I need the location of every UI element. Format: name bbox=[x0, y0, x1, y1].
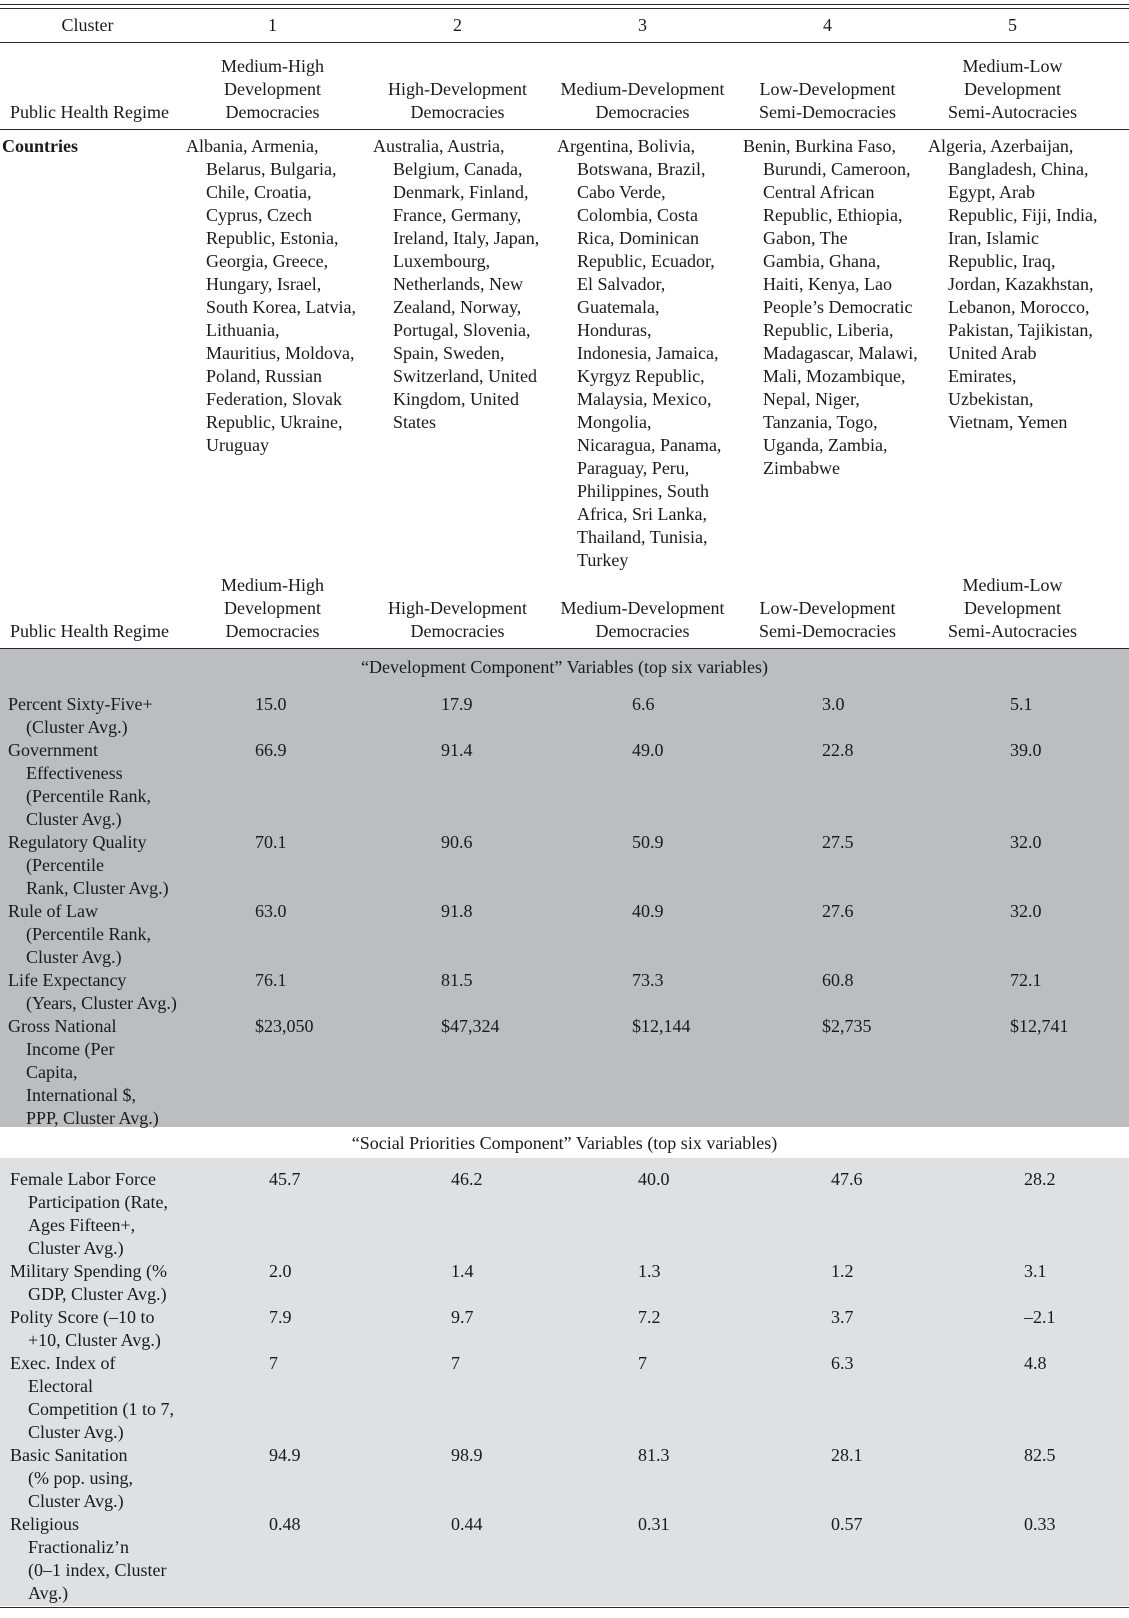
social-value-cluster-4: 1.2 bbox=[831, 1261, 854, 1281]
development-value-cluster-2: 91.8 bbox=[441, 901, 473, 921]
development-value-cluster-2: 17.9 bbox=[441, 694, 473, 714]
country-line-cluster-1: Mauritius, Moldova, bbox=[206, 343, 355, 363]
country-line-cluster-1: Cyprus, Czech bbox=[206, 205, 312, 225]
development-value-cluster-4: 60.8 bbox=[822, 970, 854, 990]
country-line-cluster-4: Burundi, Cameroon, bbox=[763, 159, 911, 179]
development-row-label: (Percentile Rank, bbox=[26, 924, 151, 944]
regime-bottom-cluster-5-line: Development bbox=[964, 598, 1061, 618]
development-row-label: Life Expectancy bbox=[8, 970, 127, 990]
country-line-cluster-2: States bbox=[393, 412, 436, 432]
country-line-cluster-2: Australia, Austria, bbox=[373, 136, 505, 156]
country-line-cluster-1: Albania, Armenia, bbox=[186, 136, 319, 156]
social-value-cluster-5: 0.33 bbox=[1024, 1514, 1056, 1534]
country-line-cluster-4: Haiti, Kenya, Lao bbox=[763, 274, 892, 294]
country-line-cluster-4: Madagascar, Malawi, bbox=[763, 343, 918, 363]
country-line-cluster-5: Emirates, bbox=[948, 366, 1017, 386]
social-row-label: +10, Cluster Avg.) bbox=[28, 1330, 161, 1350]
social-row-label: GDP, Cluster Avg.) bbox=[28, 1284, 167, 1304]
country-line-cluster-4: Gabon, The bbox=[763, 228, 848, 248]
social-value-cluster-2: 9.7 bbox=[451, 1307, 474, 1327]
regime-top-cluster-3-line: Democracies bbox=[595, 102, 690, 122]
social-row-label: (0–1 index, Cluster bbox=[28, 1560, 167, 1580]
social-row-label: Avg.) bbox=[28, 1583, 69, 1603]
regime-top-cluster-4-line: Low-Development bbox=[759, 79, 896, 99]
development-value-cluster-3: 49.0 bbox=[632, 740, 664, 760]
country-line-cluster-3: Honduras, bbox=[577, 320, 652, 340]
social-value-cluster-3: 7 bbox=[638, 1353, 647, 1373]
development-value-cluster-3: 40.9 bbox=[632, 901, 664, 921]
country-line-cluster-3: Rica, Dominican bbox=[577, 228, 699, 248]
development-row-label: Regulatory Quality bbox=[8, 832, 147, 852]
social-row-label: Exec. Index of bbox=[10, 1353, 116, 1373]
social-value-cluster-5: 28.2 bbox=[1024, 1169, 1056, 1189]
country-line-cluster-4: Nepal, Niger, bbox=[763, 389, 860, 409]
country-line-cluster-5: United Arab bbox=[948, 343, 1037, 363]
development-value-cluster-1: 70.1 bbox=[255, 832, 287, 852]
country-line-cluster-1: Hungary, Israel, bbox=[206, 274, 322, 294]
country-line-cluster-5: Pakistan, Tajikistan, bbox=[948, 320, 1093, 340]
regime-top-cluster-2-line: Democracies bbox=[410, 102, 505, 122]
social-value-cluster-3: 40.0 bbox=[638, 1169, 670, 1189]
country-line-cluster-3: Guatemala, bbox=[577, 297, 660, 317]
country-line-cluster-2: Switzerland, United bbox=[393, 366, 537, 386]
country-line-cluster-5: Algeria, Azerbaijan, bbox=[928, 136, 1074, 156]
social-value-cluster-1: 0.48 bbox=[269, 1514, 301, 1534]
social-row-label: Basic Sanitation bbox=[10, 1445, 128, 1465]
development-row-label: (Percentile bbox=[26, 855, 104, 875]
social-value-cluster-4: 28.1 bbox=[831, 1445, 863, 1465]
development-row-label: Percent Sixty-Five+ bbox=[8, 694, 153, 714]
social-row-label: Cluster Avg.) bbox=[28, 1422, 124, 1442]
country-line-cluster-5: Vietnam, Yemen bbox=[948, 412, 1068, 432]
cluster-label: Cluster bbox=[61, 15, 114, 35]
development-value-cluster-3: 6.6 bbox=[632, 694, 655, 714]
development-value-cluster-5: 32.0 bbox=[1010, 901, 1042, 921]
development-value-cluster-1: 15.0 bbox=[255, 694, 287, 714]
social-row-label: Fractionaliz’n bbox=[28, 1537, 129, 1557]
social-row-label: Ages Fifteen+, bbox=[28, 1215, 136, 1235]
development-value-cluster-2: $47,324 bbox=[441, 1016, 500, 1036]
country-line-cluster-3: Thailand, Tunisia, bbox=[577, 527, 708, 547]
social-value-cluster-5: 3.1 bbox=[1024, 1261, 1047, 1281]
country-line-cluster-2: Spain, Sweden, bbox=[393, 343, 505, 363]
regime-bottom-cluster-1-line: Democracies bbox=[225, 621, 320, 641]
development-row-label: International $, bbox=[26, 1085, 136, 1105]
country-line-cluster-3: Botswana, Brazil, bbox=[577, 159, 706, 179]
country-line-cluster-2: Kingdom, United bbox=[393, 389, 519, 409]
development-value-cluster-5: 39.0 bbox=[1010, 740, 1042, 760]
social-value-cluster-1: 2.0 bbox=[269, 1261, 292, 1281]
development-row-label: PPP, Cluster Avg.) bbox=[26, 1108, 159, 1128]
development-value-cluster-5: $12,741 bbox=[1010, 1016, 1069, 1036]
country-line-cluster-3: Republic, Ecuador, bbox=[577, 251, 715, 271]
regime-bottom-cluster-5-line: Semi-Autocracies bbox=[948, 621, 1077, 641]
country-line-cluster-2: Netherlands, New bbox=[393, 274, 523, 294]
country-line-cluster-5: Iran, Islamic bbox=[948, 228, 1039, 248]
social-value-cluster-2: 7 bbox=[451, 1353, 460, 1373]
development-value-cluster-4: 22.8 bbox=[822, 740, 854, 760]
country-line-cluster-4: Gambia, Ghana, bbox=[763, 251, 881, 271]
country-line-cluster-1: Uruguay bbox=[206, 435, 269, 455]
country-line-cluster-3: Cabo Verde, bbox=[577, 182, 666, 202]
country-line-cluster-5: Lebanon, Morocco, bbox=[948, 297, 1090, 317]
country-line-cluster-5: Bangladesh, China, bbox=[948, 159, 1089, 179]
social-value-cluster-4: 0.57 bbox=[831, 1514, 863, 1534]
social-value-cluster-4: 47.6 bbox=[831, 1169, 863, 1189]
country-line-cluster-1: Belarus, Bulgaria, bbox=[206, 159, 337, 179]
country-line-cluster-5: Republic, Iraq, bbox=[948, 251, 1056, 271]
top-rule-2 bbox=[0, 8, 1129, 9]
social-row-label: Military Spending (% bbox=[10, 1261, 167, 1281]
development-row-label: (Years, Cluster Avg.) bbox=[26, 993, 177, 1013]
cluster-number-2: 2 bbox=[453, 15, 462, 35]
regime-bottom-cluster-3-line: Democracies bbox=[595, 621, 690, 641]
regime-bottom-cluster-2-line: High-Development bbox=[388, 598, 527, 618]
development-value-cluster-5: 5.1 bbox=[1010, 694, 1033, 714]
country-line-cluster-3: Mongolia, bbox=[577, 412, 652, 432]
country-line-cluster-2: Luxembourg, bbox=[393, 251, 491, 271]
country-line-cluster-2: France, Germany, bbox=[393, 205, 522, 225]
country-line-cluster-3: Nicaragua, Panama, bbox=[577, 435, 722, 455]
social-row-label: Electoral bbox=[28, 1376, 93, 1396]
country-line-cluster-1: Poland, Russian bbox=[206, 366, 323, 386]
regime-top-cluster-2-line: High-Development bbox=[388, 79, 527, 99]
regime-top-cluster-1-line: Medium-High bbox=[221, 56, 324, 76]
regime-top-cluster-1-line: Democracies bbox=[225, 102, 320, 122]
development-value-cluster-3: 50.9 bbox=[632, 832, 664, 852]
social-value-cluster-4: 3.7 bbox=[831, 1307, 854, 1327]
development-value-cluster-4: $2,735 bbox=[822, 1016, 872, 1036]
social-value-cluster-3: 0.31 bbox=[638, 1514, 670, 1534]
social-value-cluster-2: 1.4 bbox=[451, 1261, 474, 1281]
development-row-label: Gross National bbox=[8, 1016, 117, 1036]
social-value-cluster-5: –2.1 bbox=[1024, 1307, 1056, 1327]
development-band bbox=[0, 649, 1129, 1127]
country-line-cluster-3: Kyrgyz Republic, bbox=[577, 366, 705, 386]
country-line-cluster-3: Malaysia, Mexico, bbox=[577, 389, 712, 409]
country-line-cluster-5: Republic, Fiji, India, bbox=[948, 205, 1098, 225]
country-line-cluster-3: Indonesia, Jamaica, bbox=[577, 343, 719, 363]
development-row-label: Cluster Avg.) bbox=[26, 809, 122, 829]
social-row-label: Participation (Rate, bbox=[28, 1192, 168, 1212]
development-title: “Development Component” Variables (top six variables) bbox=[360, 657, 769, 677]
country-line-cluster-5: Uzbekistan, bbox=[948, 389, 1034, 409]
development-value-cluster-5: 72.1 bbox=[1010, 970, 1042, 990]
social-value-cluster-3: 7.2 bbox=[638, 1307, 661, 1327]
social-value-cluster-1: 45.7 bbox=[269, 1169, 301, 1189]
development-value-cluster-3: $12,144 bbox=[632, 1016, 691, 1036]
regime-top-label: Public Health Regime bbox=[10, 102, 169, 122]
regime-bottom-cluster-2-line: Democracies bbox=[410, 621, 505, 641]
regime-bottom-cluster-1-line: Development bbox=[224, 598, 321, 618]
country-line-cluster-1: Federation, Slovak bbox=[206, 389, 342, 409]
social-value-cluster-2: 0.44 bbox=[451, 1514, 483, 1534]
regime-top-cluster-1-line: Development bbox=[224, 79, 321, 99]
country-line-cluster-4: Republic, Liberia, bbox=[763, 320, 894, 340]
development-row-label: Rule of Law bbox=[8, 901, 98, 921]
social-value-cluster-4: 6.3 bbox=[831, 1353, 854, 1373]
regime-bottom-cluster-5-line: Medium-Low bbox=[962, 575, 1063, 595]
social-row-label: Polity Score (–10 to bbox=[10, 1307, 155, 1327]
development-value-cluster-4: 3.0 bbox=[822, 694, 845, 714]
development-row-label: Rank, Cluster Avg.) bbox=[26, 878, 169, 898]
country-line-cluster-4: Central African bbox=[763, 182, 875, 202]
regime-bottom-cluster-1-line: Medium-High bbox=[221, 575, 324, 595]
country-line-cluster-4: Benin, Burkina Faso, bbox=[743, 136, 896, 156]
development-value-cluster-1: 63.0 bbox=[255, 901, 287, 921]
cluster-number-5: 5 bbox=[1008, 15, 1017, 35]
country-line-cluster-4: Tanzania, Togo, bbox=[763, 412, 878, 432]
country-line-cluster-2: Ireland, Italy, Japan, bbox=[393, 228, 540, 248]
country-line-cluster-4: Uganda, Zambia, bbox=[763, 435, 888, 455]
country-line-cluster-3: Argentina, Bolivia, bbox=[557, 136, 696, 156]
regime-rule bbox=[0, 129, 1129, 130]
social-title: “Social Priorities Component” Variables (top six variables) bbox=[351, 1133, 778, 1153]
regime-top-cluster-3-line: Medium-Development bbox=[560, 79, 725, 99]
social-value-cluster-3: 81.3 bbox=[638, 1445, 670, 1465]
country-line-cluster-3: Colombia, Costa bbox=[577, 205, 698, 225]
country-line-cluster-5: Egypt, Arab bbox=[948, 182, 1035, 202]
regime-top-cluster-5-line: Development bbox=[964, 79, 1061, 99]
regime-top-cluster-4-line: Semi-Democracies bbox=[759, 102, 896, 122]
cluster-number-1: 1 bbox=[268, 15, 277, 35]
regime-bottom-cluster-4-line: Semi-Democracies bbox=[759, 621, 896, 641]
country-line-cluster-2: Portugal, Slovenia, bbox=[393, 320, 531, 340]
social-row-label: Female Labor Force bbox=[10, 1169, 156, 1189]
social-value-cluster-3: 1.3 bbox=[638, 1261, 661, 1281]
country-line-cluster-1: Republic, Ukraine, bbox=[206, 412, 343, 432]
social-band bbox=[0, 1158, 1129, 1606]
cluster-number-3: 3 bbox=[638, 15, 647, 35]
country-line-cluster-2: Denmark, Finland, bbox=[393, 182, 529, 202]
countries-label: Countries bbox=[2, 136, 78, 156]
country-line-cluster-4: Mali, Mozambique, bbox=[763, 366, 906, 386]
development-value-cluster-2: 90.6 bbox=[441, 832, 473, 852]
country-line-cluster-3: Paraguay, Peru, bbox=[577, 458, 690, 478]
regime-bottom-label: Public Health Regime bbox=[10, 621, 169, 641]
regime-bottom-cluster-3-line: Medium-Development bbox=[560, 598, 725, 618]
social-value-cluster-5: 82.5 bbox=[1024, 1445, 1056, 1465]
regime-top-cluster-5-line: Medium-Low bbox=[962, 56, 1063, 76]
social-value-cluster-2: 98.9 bbox=[451, 1445, 483, 1465]
cluster-number-4: 4 bbox=[823, 15, 832, 35]
social-value-cluster-1: 7 bbox=[269, 1353, 278, 1373]
social-value-cluster-1: 94.9 bbox=[269, 1445, 301, 1465]
regime-top-cluster-5-line: Semi-Autocracies bbox=[948, 102, 1077, 122]
social-row-label: (% pop. using, bbox=[28, 1468, 133, 1488]
social-row-label: Religious bbox=[10, 1514, 80, 1534]
country-line-cluster-1: Republic, Estonia, bbox=[206, 228, 339, 248]
development-row-label: Effectiveness bbox=[26, 763, 123, 783]
development-row-label: Income (Per bbox=[26, 1039, 115, 1059]
social-value-cluster-1: 7.9 bbox=[269, 1307, 292, 1327]
development-row-label: Cluster Avg.) bbox=[26, 947, 122, 967]
country-line-cluster-3: Turkey bbox=[577, 550, 629, 570]
social-row-label: Cluster Avg.) bbox=[28, 1238, 124, 1258]
development-row-label: (Percentile Rank, bbox=[26, 786, 151, 806]
country-line-cluster-1: South Korea, Latvia, bbox=[206, 297, 356, 317]
development-value-cluster-1: 76.1 bbox=[255, 970, 287, 990]
development-value-cluster-4: 27.5 bbox=[822, 832, 854, 852]
country-line-cluster-1: Chile, Croatia, bbox=[206, 182, 312, 202]
cluster-row-rule bbox=[0, 42, 1129, 43]
country-line-cluster-3: El Salvador, bbox=[577, 274, 666, 294]
social-value-cluster-5: 4.8 bbox=[1024, 1353, 1047, 1373]
development-row-label: (Cluster Avg.) bbox=[26, 717, 128, 737]
country-line-cluster-2: Belgium, Canada, bbox=[393, 159, 523, 179]
development-value-cluster-2: 81.5 bbox=[441, 970, 473, 990]
country-line-cluster-2: Zealand, Norway, bbox=[393, 297, 522, 317]
development-value-cluster-4: 27.6 bbox=[822, 901, 854, 921]
development-row-label: Government bbox=[8, 740, 98, 760]
development-value-cluster-2: 91.4 bbox=[441, 740, 473, 760]
social-value-cluster-2: 46.2 bbox=[451, 1169, 483, 1189]
regime-bottom-cluster-4-line: Low-Development bbox=[759, 598, 896, 618]
country-line-cluster-3: Africa, Sri Lanka, bbox=[577, 504, 707, 524]
development-value-cluster-3: 73.3 bbox=[632, 970, 664, 990]
social-row-label: Cluster Avg.) bbox=[28, 1491, 124, 1511]
country-line-cluster-3: Philippines, South bbox=[577, 481, 710, 501]
top-rule bbox=[0, 4, 1129, 5]
country-line-cluster-4: Zimbabwe bbox=[763, 458, 840, 478]
social-row-label: Competition (1 to 7, bbox=[28, 1399, 174, 1419]
development-value-cluster-1: $23,050 bbox=[255, 1016, 314, 1036]
country-line-cluster-5: Jordan, Kazakhstan, bbox=[948, 274, 1094, 294]
country-line-cluster-4: Republic, Ethiopia, bbox=[763, 205, 903, 225]
bottom-rule bbox=[0, 1607, 1129, 1608]
country-line-cluster-4: People’s Democratic bbox=[763, 297, 913, 317]
country-line-cluster-1: Georgia, Greece, bbox=[206, 251, 329, 271]
country-line-cluster-1: Lithuania, bbox=[206, 320, 280, 340]
development-value-cluster-1: 66.9 bbox=[255, 740, 287, 760]
development-value-cluster-5: 32.0 bbox=[1010, 832, 1042, 852]
development-row-label: Capita, bbox=[26, 1062, 78, 1082]
